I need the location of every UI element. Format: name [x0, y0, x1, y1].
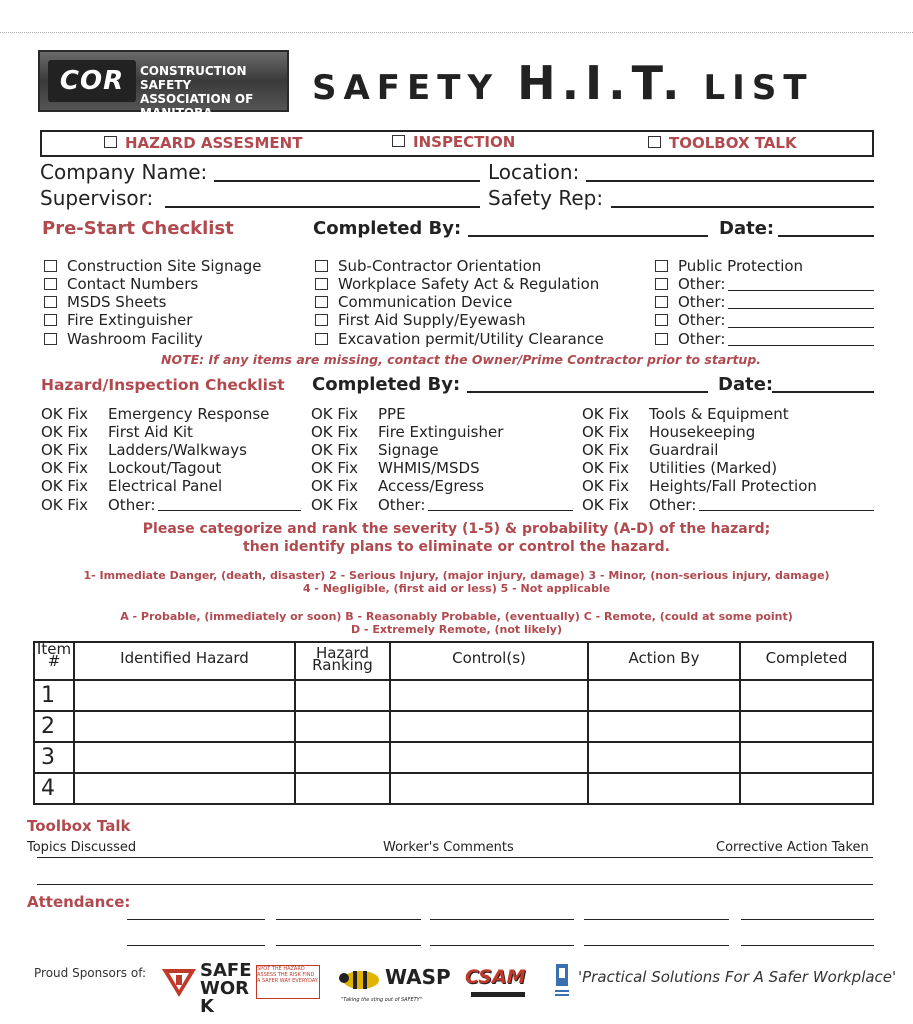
safe-work-tagline: SPOT THE HAZARD ASSESS THE RISK FIND A SAFER WAY EVERYDAY [256, 965, 320, 999]
ok-fix-toggle[interactable]: OK Fix [582, 459, 629, 477]
topics-discussed-label: Topics Discussed [27, 840, 137, 855]
checkbox[interactable] [315, 260, 328, 272]
toolbox-title: Toolbox Talk [27, 817, 131, 835]
checkbox[interactable] [392, 135, 405, 147]
sponsors-label: Proud Sponsors of: [34, 966, 147, 980]
csam-cor-logo [38, 50, 289, 120]
checkbox[interactable] [44, 314, 57, 326]
action-by-cell[interactable] [588, 711, 740, 742]
ranking-cell[interactable] [295, 773, 390, 804]
row-number: 3 [34, 742, 74, 773]
ok-fix-toggle[interactable]: OK Fix [41, 459, 88, 477]
other-field[interactable] [699, 510, 874, 511]
controls-cell[interactable] [390, 711, 588, 742]
probability-scale-2: D - Extremely Remote, (not likely) [351, 623, 562, 636]
row-number: 1 [34, 680, 74, 711]
bison-icon [553, 962, 571, 998]
inspection-other: Other: [378, 496, 426, 514]
hazard-cell[interactable] [74, 773, 295, 804]
toolbox-line[interactable] [37, 884, 873, 885]
ok-fix-toggle[interactable]: OK Fix [41, 477, 88, 495]
checkbox[interactable] [44, 333, 57, 345]
severity-scale-1: 1- Immediate Danger, (death, disaster) 2 - Serious Injury, (major injury, damage) 3 - Minor, (non-serious injury, damage) [83, 569, 830, 582]
severity-scale-2: 4 - Negligible, (first aid or less) 5 - Not applicable [302, 582, 611, 595]
header-completed: Completed [740, 642, 873, 680]
workers-comments-label: Worker's Comments [383, 840, 514, 855]
ok-fix-toggle[interactable]: OK Fix [41, 423, 88, 441]
csam-banner [471, 992, 525, 997]
ok-fix-toggle[interactable]: OK Fix [41, 496, 88, 514]
safe-work-logo [160, 960, 320, 1017]
wasp-tagline: "Taking the sting out of SAFETY" [341, 997, 423, 1003]
other-field[interactable] [728, 345, 874, 346]
checkbox[interactable] [315, 314, 328, 326]
checkbox[interactable] [44, 260, 57, 272]
prestart-note: NOTE: If any items are missing, contact the Owner/Prime Contractor prior to startup. [161, 352, 762, 367]
checkbox[interactable] [104, 136, 117, 148]
prestart-other-item[interactable]: Other: [655, 330, 725, 348]
action-by-cell[interactable] [588, 742, 740, 773]
inspection-item: WHMIS/MSDS [378, 459, 480, 477]
prestart-completed-by-field[interactable] [468, 235, 708, 237]
inspection-item: PPE [378, 405, 406, 423]
row-number: 4 [34, 773, 74, 804]
prestart-title: Pre-Start Checklist [42, 218, 234, 239]
inspection-other: Other: [649, 496, 697, 514]
checkbox[interactable] [648, 136, 661, 148]
ok-fix-toggle[interactable]: OK Fix [582, 477, 629, 495]
row-number: 2 [34, 711, 74, 742]
toolbox-line[interactable] [37, 857, 873, 858]
prestart-item[interactable]: Public Protection [655, 257, 803, 275]
hazard-table [33, 641, 874, 805]
table-header-row [34, 642, 873, 680]
prestart-item[interactable]: Sub-Contractor Orientation [315, 257, 541, 275]
government-logo [553, 962, 571, 998]
hazard-cell[interactable] [74, 742, 295, 773]
cor-badge: COR [48, 60, 136, 102]
header-action-by: Action By [588, 642, 740, 680]
inspection-item: Access/Egress [378, 477, 485, 495]
inspection-item: Lockout/Tagout [108, 459, 222, 477]
table-row [34, 680, 873, 711]
other-field[interactable] [728, 327, 874, 328]
prestart-completed-by-label: Completed By: [313, 218, 462, 239]
prestart-date-label: Date: [719, 218, 775, 239]
inspection-item: Fire Extinguisher [378, 423, 504, 441]
inspection-item: Emergency Response [108, 405, 270, 423]
attendance-line[interactable] [127, 945, 265, 946]
csam-text: CSAM [465, 966, 526, 988]
attendance-line[interactable] [584, 945, 729, 946]
safety-rep-label: Safety Rep: [488, 186, 604, 210]
header-identified-hazard: Identified Hazard [74, 642, 295, 680]
attendance-line[interactable] [276, 945, 421, 946]
prestart-item[interactable]: Communication Device [315, 293, 512, 311]
prestart-item[interactable]: First Aid Supply/Eyewash [315, 311, 526, 329]
header-hazard-ranking: Hazard Ranking [295, 642, 390, 680]
safe-work-text: SAFE WORK [200, 960, 252, 1017]
ok-fix-toggle[interactable]: OK Fix [311, 423, 358, 441]
prestart-item[interactable]: Workplace Safety Act & Regulation [315, 275, 599, 293]
checkbox[interactable] [315, 278, 328, 290]
wasp-icon [337, 965, 381, 993]
ok-fix-toggle[interactable]: OK Fix [582, 441, 629, 459]
completed-cell[interactable] [740, 711, 873, 742]
checkbox[interactable] [655, 278, 668, 290]
inspection-completed-by-field[interactable] [467, 391, 708, 393]
checkbox[interactable] [655, 314, 668, 326]
ok-fix-toggle[interactable]: OK Fix [311, 496, 358, 514]
location-field[interactable] [586, 180, 874, 182]
controls-cell[interactable] [390, 742, 588, 773]
probability-scale-1: A - Probable, (immediately or soon) B - Reasonably Probable, (eventually) C - Remote, (could at some point) [120, 610, 793, 623]
completed-cell[interactable] [740, 742, 873, 773]
header-item-number: Item # [34, 642, 74, 680]
other-field[interactable] [728, 308, 874, 309]
logo-association-name: CONSTRUCTION SAFETY ASSOCIATION OF MANITOBA [140, 64, 254, 120]
inspection-date-field[interactable] [772, 391, 874, 393]
prestart-other-item[interactable]: Other: [655, 293, 725, 311]
table-row [34, 711, 873, 742]
ok-fix-toggle[interactable]: OK Fix [311, 477, 358, 495]
csam-safety-logo [465, 964, 533, 1002]
inspection-other: Other: [108, 496, 156, 514]
company-name-label: Company Name: [40, 160, 208, 184]
controls-cell[interactable] [390, 773, 588, 804]
prestart-item[interactable]: MSDS Sheets [44, 293, 167, 311]
prestart-other-item[interactable]: Other: [655, 311, 725, 329]
inspection-item: Electrical Panel [108, 477, 223, 495]
prestart-item[interactable]: Construction Site Signage [44, 257, 262, 275]
attendance-line[interactable] [276, 919, 421, 920]
inspection-date-label: Date: [718, 374, 774, 395]
ranking-cell[interactable] [295, 742, 390, 773]
wasp-text: WASP [385, 965, 451, 989]
attendance-line[interactable] [127, 919, 265, 920]
type-toolbox-talk[interactable]: TOOLBOX TALK [648, 134, 797, 152]
inspection-completed-by-label: Completed By: [312, 374, 461, 395]
prestart-item[interactable]: Washroom Facility [44, 330, 203, 348]
attendance-line[interactable] [584, 919, 729, 920]
prestart-date-field[interactable] [778, 235, 874, 237]
inspection-item: First Aid Kit [108, 423, 193, 441]
prestart-other-item[interactable]: Other: [655, 275, 725, 293]
inspection-item: Utilities (Marked) [649, 459, 778, 477]
attendance-line[interactable] [430, 945, 574, 946]
attendance-line[interactable] [430, 919, 574, 920]
completed-cell[interactable] [740, 773, 873, 804]
inspection-item: Guardrail [649, 441, 719, 459]
page-title: SAFETY H.I.T. LIST [312, 56, 814, 110]
ok-fix-toggle[interactable]: OK Fix [311, 441, 358, 459]
ranking-instruction-1: Please categorize and rank the severity (1-5) & probability (A-D) of the hazard; [142, 521, 771, 537]
company-name-field[interactable] [214, 180, 480, 182]
attendance-line[interactable] [741, 945, 874, 946]
ok-fix-toggle[interactable]: OK Fix [41, 405, 88, 423]
safe-work-icon [160, 963, 198, 1001]
type-hazard-assessment[interactable]: HAZARD ASSESMENT [104, 134, 302, 152]
checkbox[interactable] [315, 333, 328, 345]
ranking-cell[interactable] [295, 680, 390, 711]
supervisor-label: Supervisor: [40, 186, 154, 210]
ok-fix-toggle[interactable]: OK Fix [311, 459, 358, 477]
top-divider [0, 32, 913, 33]
table-row [34, 742, 873, 773]
ok-fix-toggle[interactable]: OK Fix [582, 405, 629, 423]
attendance-line[interactable] [741, 919, 874, 920]
other-field[interactable] [428, 510, 573, 511]
completed-cell[interactable] [740, 680, 873, 711]
ok-fix-toggle[interactable]: OK Fix [311, 405, 358, 423]
prestart-item[interactable]: Contact Numbers [44, 275, 198, 293]
inspection-item: Heights/Fall Protection [649, 477, 817, 495]
ok-fix-toggle[interactable]: OK Fix [582, 423, 629, 441]
checkbox[interactable] [655, 260, 668, 272]
checkbox[interactable] [315, 296, 328, 308]
inspection-item: Signage [378, 441, 439, 459]
inspection-item: Housekeeping [649, 423, 756, 441]
ranking-cell[interactable] [295, 711, 390, 742]
table-row [34, 773, 873, 804]
other-field[interactable] [728, 290, 874, 291]
attendance-title: Attendance: [27, 893, 131, 911]
checkbox[interactable] [655, 333, 668, 345]
action-by-cell[interactable] [588, 680, 740, 711]
checkbox[interactable] [44, 296, 57, 308]
inspection-item: Tools & Equipment [649, 405, 789, 423]
supervisor-field[interactable] [165, 206, 480, 208]
ranking-instruction-2: then identify plans to eliminate or control the hazard. [243, 539, 670, 555]
hazard-cell[interactable] [74, 680, 295, 711]
ok-fix-toggle[interactable]: OK Fix [41, 441, 88, 459]
safety-rep-field[interactable] [611, 206, 874, 208]
action-by-cell[interactable] [588, 773, 740, 804]
ok-fix-toggle[interactable]: OK Fix [582, 496, 629, 514]
prestart-item[interactable]: Excavation permit/Utility Clearance [315, 330, 604, 348]
wasp-logo [337, 965, 455, 1005]
prestart-item[interactable]: Fire Extinguisher [44, 311, 192, 329]
corrective-action-label: Corrective Action Taken [716, 840, 869, 855]
controls-cell[interactable] [390, 680, 588, 711]
header-controls: Control(s) [390, 642, 588, 680]
inspection-item: Ladders/Walkways [108, 441, 247, 459]
type-inspection[interactable]: INSPECTION [392, 133, 515, 151]
checkbox[interactable] [44, 278, 57, 290]
footer-tagline: 'Practical Solutions For A Safer Workplace' [578, 968, 897, 986]
inspection-title: Hazard/Inspection Checklist [41, 376, 285, 394]
location-label: Location: [488, 160, 580, 184]
checkbox[interactable] [655, 296, 668, 308]
hazard-cell[interactable] [74, 711, 295, 742]
other-field[interactable] [158, 510, 301, 511]
